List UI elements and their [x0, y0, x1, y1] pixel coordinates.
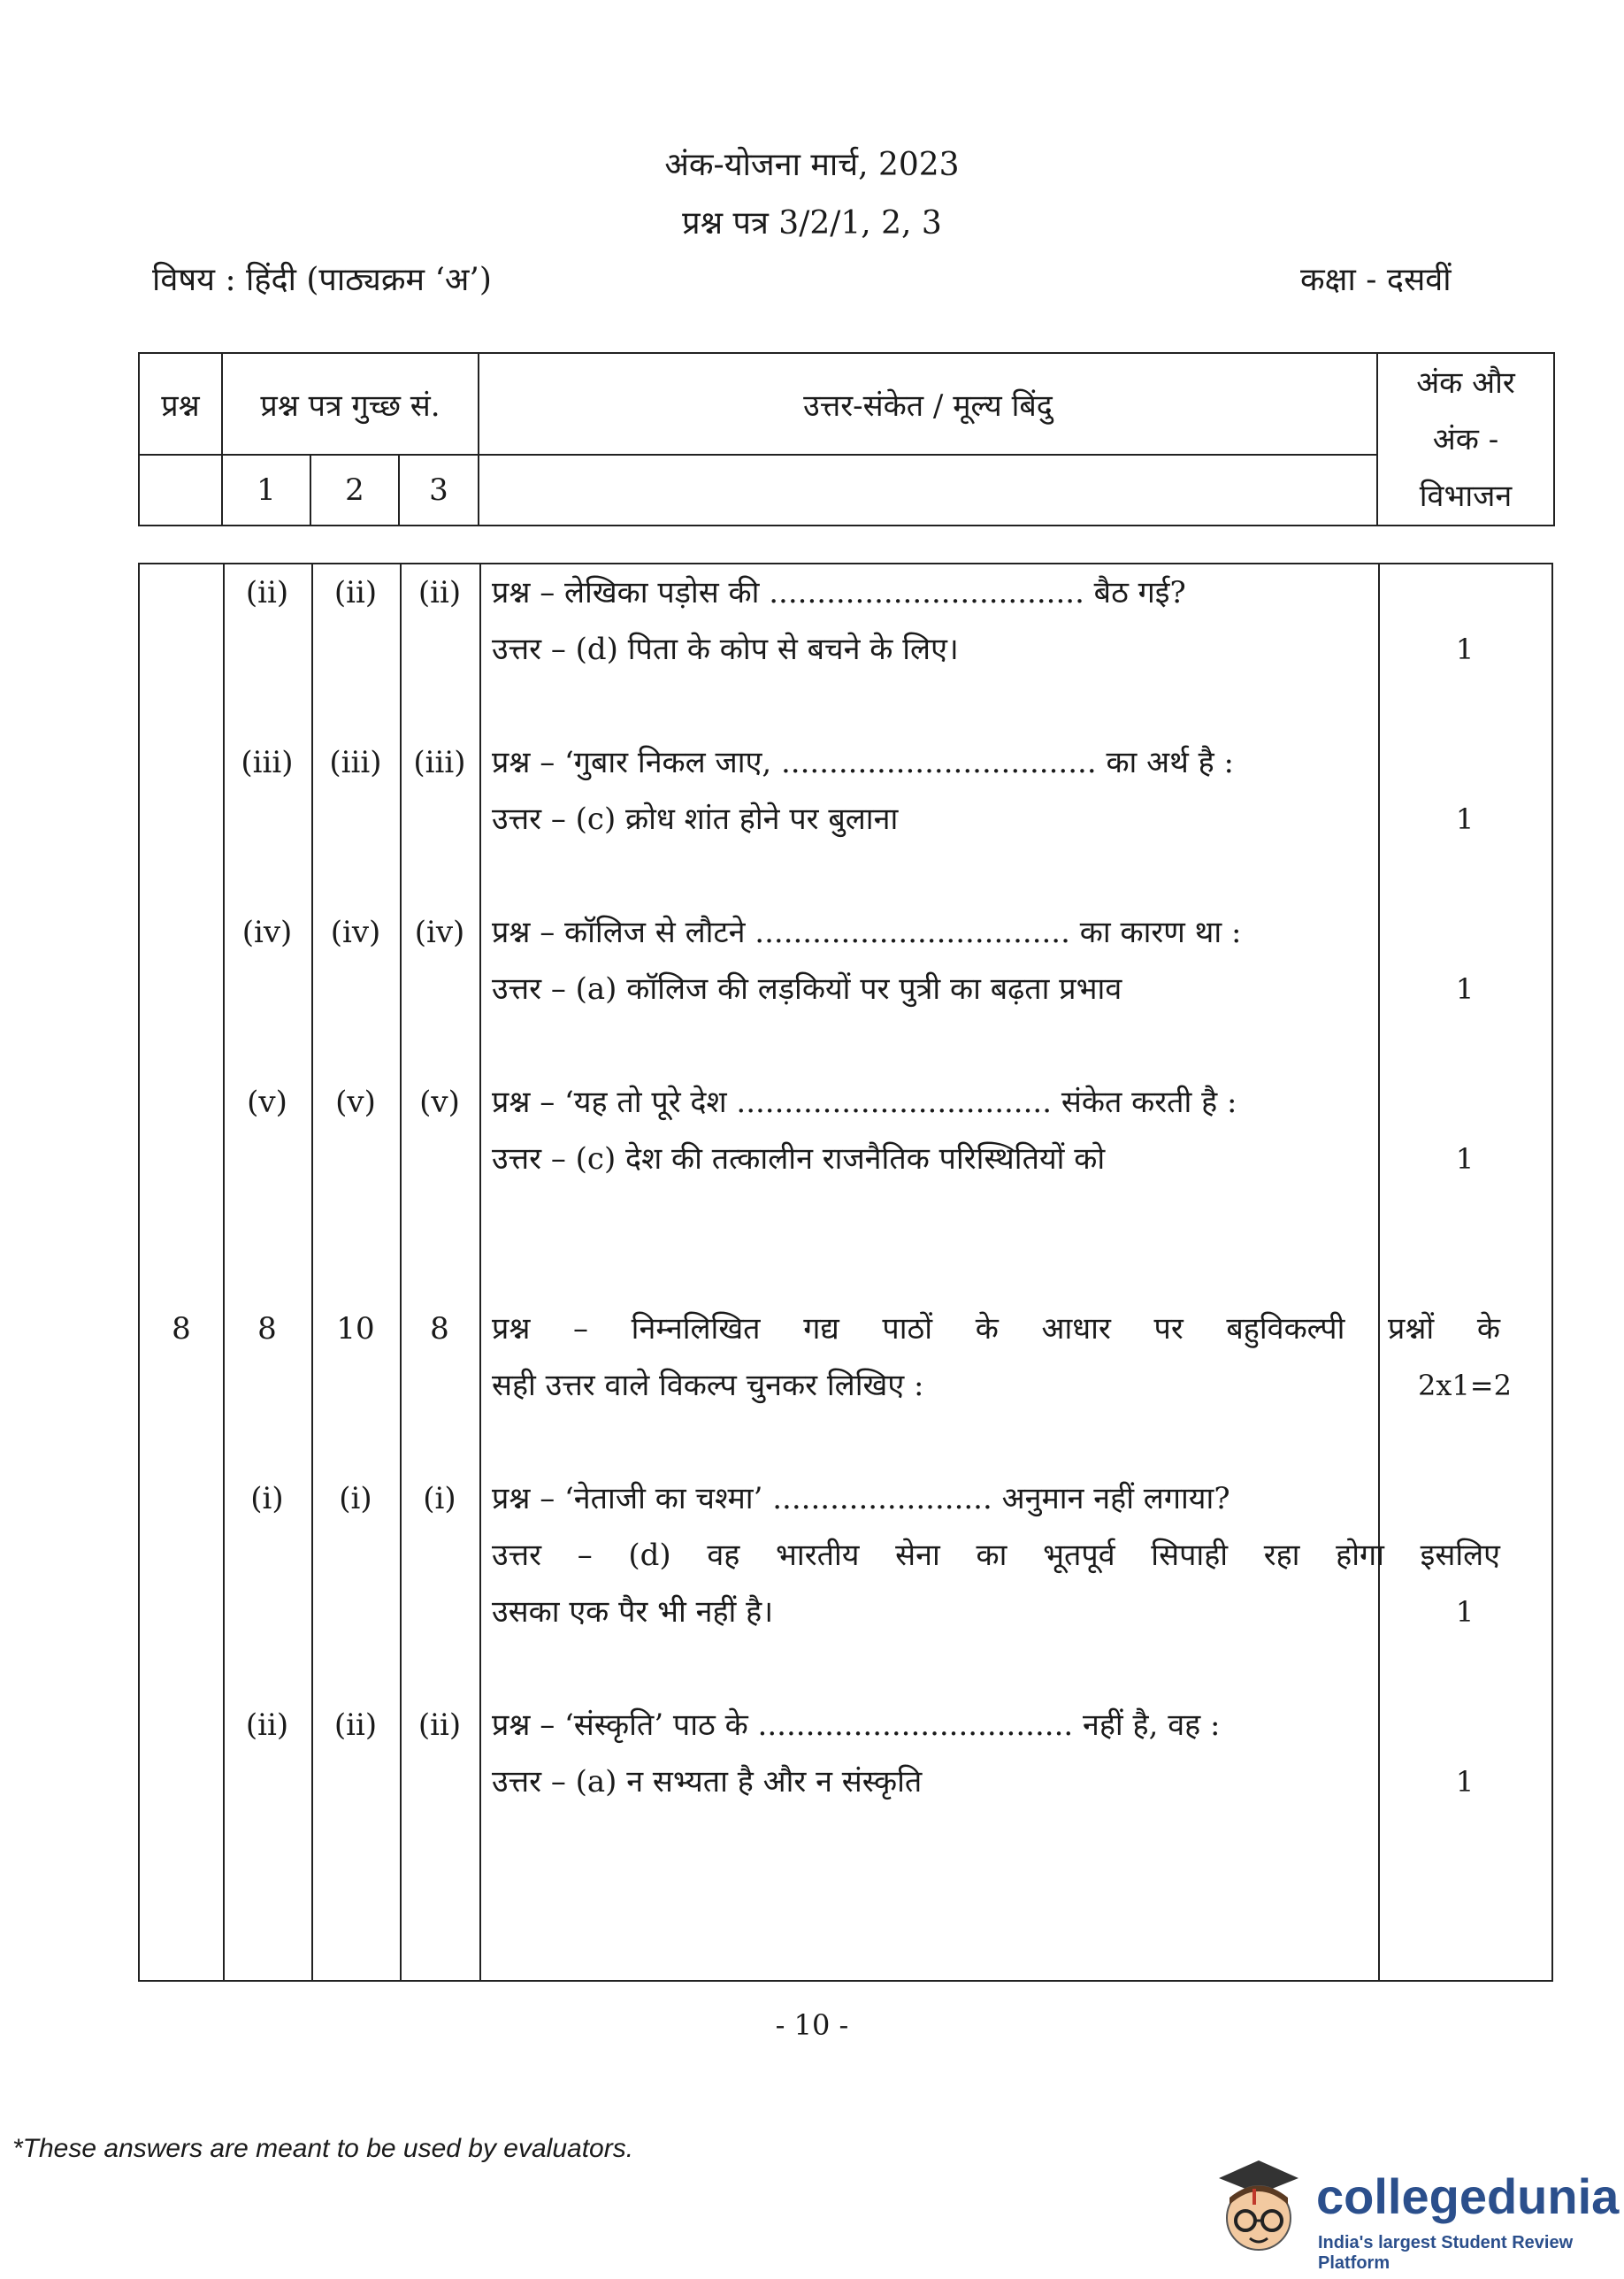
set2-label: (iv) [330, 915, 381, 950]
marks-value: 1 [1455, 1595, 1475, 1629]
question-text: प्रश्न – ‘संस्कृति’ पाठ के ................................. नहीं है, वह : [492, 1707, 1221, 1743]
subject-label: विषय : हिंदी (पाठ्यक्रम ‘अ’) [152, 262, 492, 298]
set3-label: (iii) [413, 745, 466, 780]
footer-note: *These answers are meant to be used by evaluators. [12, 2134, 634, 2163]
answer-text: उत्तर – (d) पिता के कोप से बचने के लिए। [492, 632, 959, 667]
marks-value: 1 [1455, 633, 1475, 666]
set-2-header: 2 [310, 455, 399, 526]
set-1-header: 1 [222, 455, 310, 526]
set2-label: (iii) [329, 745, 382, 780]
set2-label: (v) [335, 1085, 376, 1120]
marks-value: 1 [1455, 1142, 1475, 1176]
question-block [492, 734, 1500, 848]
set1-label: (iii) [241, 745, 294, 780]
header-table [138, 352, 1555, 526]
mascot-icon [1210, 2152, 1307, 2267]
set3-label: (iv) [414, 915, 465, 950]
set1-label: 8 [257, 1311, 277, 1347]
answer-text: उत्तर – (d) वह भारतीय सेना का भूतपूर्व सिपाही रहा होगा इसलिए [492, 1538, 1500, 1573]
question-text: प्रश्न – ‘नेताजी का चश्मा’ ....................... अनुमान नहीं लगाया? [492, 1481, 1230, 1516]
marks-value: 1 [1455, 972, 1475, 1006]
paper-code: प्रश्न पत्र 3/2/1, 2, 3 [682, 205, 942, 242]
question-block [492, 1697, 1500, 1810]
set3-label: (ii) [417, 575, 462, 610]
question-text: प्रश्न – ‘यह तो पूरे देश ................................. संकेत करती है : [492, 1085, 1237, 1120]
logo-tagline: India's largest Student Review Platform [1318, 2233, 1574, 2273]
question-block [492, 564, 1500, 678]
set3-label: (i) [423, 1481, 456, 1516]
set3-label: 8 [430, 1311, 449, 1347]
class-label: कक्षा - दसवीं [1300, 262, 1452, 298]
question-block [492, 1301, 1500, 1414]
answer-text: उत्तर – (a) कॉलिज की लड़कियों पर पुत्री का बढ़ता प्रभाव [492, 971, 1122, 1007]
col-question-header: प्रश्न [139, 353, 222, 455]
set1-label: (ii) [245, 575, 289, 610]
set2-label: (ii) [333, 1707, 378, 1743]
answer-text: उत्तर – (c) देश की तत्कालीन राजनैतिक परिस्थितियों को [492, 1141, 1106, 1177]
question-text: प्रश्न – ‘गुबार निकल जाए, ................................. का अर्थ है : [492, 745, 1234, 780]
question-text: प्रश्न – कॉलिज से लौटने ................................. का कारण था : [492, 915, 1242, 950]
set1-label: (iv) [241, 915, 293, 950]
set2-label: (i) [339, 1481, 372, 1516]
collegedunia-logo[interactable] [1210, 2152, 1620, 2273]
answer-text-cont: उसका एक पैर भी नहीं है। [492, 1594, 774, 1630]
col-answer-header: उत्तर-संकेत / मूल्य बिंदु [479, 353, 1377, 455]
question-text: प्रश्न – निम्नलिखित गद्य पाठों के आधार पर बहुविकल्पी प्रश्नों के [492, 1311, 1500, 1347]
question-block [492, 1470, 1500, 1640]
set2-label: 10 [336, 1311, 375, 1347]
question-text: प्रश्न – लेखिका पड़ोस की ................................. बैठ गई? [492, 575, 1186, 610]
logo-wordmark: collegedunia [1316, 2168, 1620, 2224]
question-text-cont: सही उत्तर वाले विकल्प चुनकर लिखिए : [492, 1368, 924, 1403]
answer-table [138, 563, 1553, 1982]
question-block [492, 1074, 1500, 1187]
set3-label: (ii) [417, 1707, 462, 1743]
page-number: - 10 - [775, 2008, 849, 2042]
set1-label: (ii) [245, 1707, 289, 1743]
question-block [492, 904, 1500, 1017]
set1-label: (i) [250, 1481, 284, 1516]
set-3-header: 3 [399, 455, 479, 526]
answer-text: उत्तर – (c) क्रोध शांत होने पर बुलाना [492, 802, 899, 837]
col-marks-header: अंक और अंक - विभाजन [1377, 353, 1554, 526]
set3-label: (v) [419, 1085, 460, 1120]
question-number: 8 [172, 1311, 191, 1347]
marks-value: 1 [1455, 802, 1475, 836]
col-set-header: प्रश्न पत्र गुच्छ सं. [222, 353, 479, 455]
set2-label: (ii) [333, 575, 378, 610]
marks-value: 1 [1455, 1765, 1475, 1799]
answer-text: उत्तर – (a) न सभ्यता है और न संस्कृति [492, 1764, 923, 1799]
marks-value: 2x1=2 [1418, 1369, 1512, 1402]
set1-label: (v) [247, 1085, 287, 1120]
page-title: अंक-योजना मार्च, 2023 [664, 147, 960, 183]
